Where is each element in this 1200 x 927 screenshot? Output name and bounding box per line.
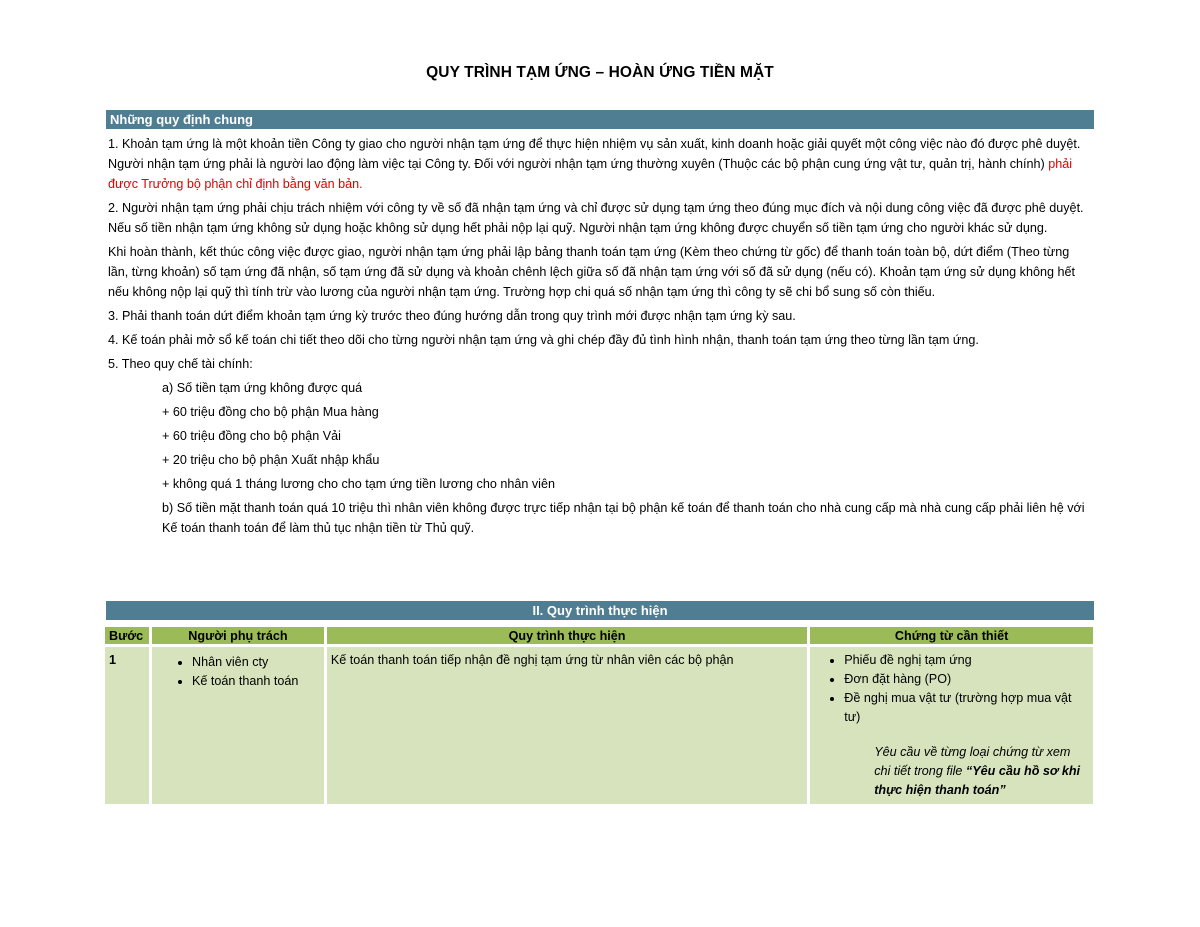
table-row	[105, 647, 1093, 804]
documents-note	[814, 743, 1089, 800]
process-table	[102, 624, 1096, 807]
rule-3: 3. Phải thanh toán dứt điểm khoản tạm ứng kỳ trước theo đúng hướng dẫn trong quy trình mới được nhận tạm ứng kỳ sau.	[108, 309, 796, 323]
rule-5: 5. Theo quy chế tài chính:	[108, 357, 253, 371]
limit-item: + không quá 1 tháng lương cho cho tạm ứng tiền lương cho nhân viên	[162, 477, 555, 491]
column-header-documents: Chứng từ cần thiết	[810, 627, 1093, 644]
rule-1-highlight: phải được Trưởng bộ phận chỉ định bằng văn bản.	[108, 157, 1073, 191]
person-item: • Nhân viên cty	[192, 653, 320, 672]
document-item: • Đề nghị mua vật tư (trường hợp mua vật tư)	[844, 689, 1089, 727]
document-item: • Phiếu đề nghị tạm ứng	[844, 651, 1089, 670]
rule-5b-text: b) Số tiền mặt thanh toán quá 10 triệu thì nhân viên không được trực tiếp nhận tại bộ phận kế toán để thanh toán cho nhà cung cấp mà nhà cung cấp phải liên hệ với Kế toán thanh toán để làm thủ tục nhận tiền từ Thủ quỹ.	[162, 501, 1085, 535]
column-header-person: Người phụ trách	[152, 627, 324, 644]
rule-5a: a) Số tiền tạm ứng không được quá	[162, 381, 363, 395]
person-cell	[152, 647, 324, 804]
rule-4: 4. Kế toán phải mở sổ kế toán chi tiết theo dõi cho từng người nhận tạm ứng và ghi chép đầy đủ tình hình nhận, thanh toán tạm ứng theo từng lần tạm ứng.	[108, 333, 979, 347]
rule-2: 2. Người nhận tạm ứng phải chịu trách nhiệm với công ty về số đã nhận tạm ứng và chỉ được sử dụng tạm ứng theo đúng mục đích và nội dung công việc đã được phê duyệt. Nếu số tiền nhận tạm ứng không sử dụng hoặc không sử dụng hết phải nộp lại quỹ. Người nhận tạm ứng không được chuyển số tiền tạm ứng cho người khác sử dụng.	[108, 201, 1084, 235]
step-number: 1	[105, 647, 149, 804]
person-list	[156, 653, 320, 691]
table-header-row	[105, 627, 1093, 644]
documents-list	[814, 651, 1089, 727]
section-header-process: II. Quy trình thực hiện	[106, 601, 1094, 620]
column-header-step: Bước	[105, 627, 149, 644]
documents-cell	[810, 647, 1093, 804]
rule-1-text: 1. Khoản tạm ứng là một khoản tiền Công ty giao cho người nhận tạm ứng để thực hiện nhiệm vụ sản xuất, kinh doanh hoặc giải quyết một công việc nào đó được phê duyệt. Người nhận tạm ứng phải là người lao động làm việc tại Công ty. Đối với người nhận tạm ứng thường xuyên (Thuộc các bộ phận cung ứng vật tư, quản trị, hành chính)	[108, 137, 1081, 171]
rule-5b	[108, 498, 1093, 538]
documents-note-text: Yêu cầu về từng loại chứng từ xem chi tiết trong file	[874, 745, 1071, 778]
document-item: • Đơn đặt hàng (PO)	[844, 670, 1089, 689]
general-rules-body	[108, 134, 1093, 538]
rule-1	[108, 134, 1093, 194]
limit-item: + 20 triệu cho bộ phận Xuất nhập khẩu	[162, 453, 380, 467]
document-title: QUY TRÌNH TẠM ỨNG – HOÀN ỨNG TIỀN MẶT	[426, 64, 774, 81]
documents-note-file: “Yêu cầu hồ sơ khi thực hiện thanh toán”	[874, 764, 1081, 797]
section-header-general-rules: Những quy định chung	[106, 110, 1094, 129]
person-item: • Kế toán thanh toán	[192, 672, 320, 691]
rule-settlement: Khi hoàn thành, kết thúc công việc được giao, người nhận tạm ứng phải lập bảng thanh toán tạm ứng (Kèm theo chứng từ gốc) để thanh toán toàn bộ, dứt điểm (Theo từng lần, từng khoản) số tạm ứng đã nhận, số tạm ứng đã sử dụng và khoản chênh lệch giữa số đã nhận tạm ứng với số đã sử dụng (nếu có). Khoản tạm ứng sử dụng không hết nếu không nộp lại quỹ thì tính trừ vào lương của người nhận tạm ứng. Trường hợp chi quá số nhận tạm ứng thì công ty sẽ chi bổ sung số còn thiếu.	[108, 245, 1075, 299]
limit-item: + 60 triệu đồng cho bộ phận Mua hàng	[162, 405, 379, 419]
limit-item: + 60 triệu đồng cho bộ phận Vải	[162, 429, 341, 443]
column-header-process: Quy trình thực hiện	[327, 627, 807, 644]
process-cell: Kế toán thanh toán tiếp nhận đề nghị tạm ứng từ nhân viên các bộ phận	[327, 647, 807, 804]
